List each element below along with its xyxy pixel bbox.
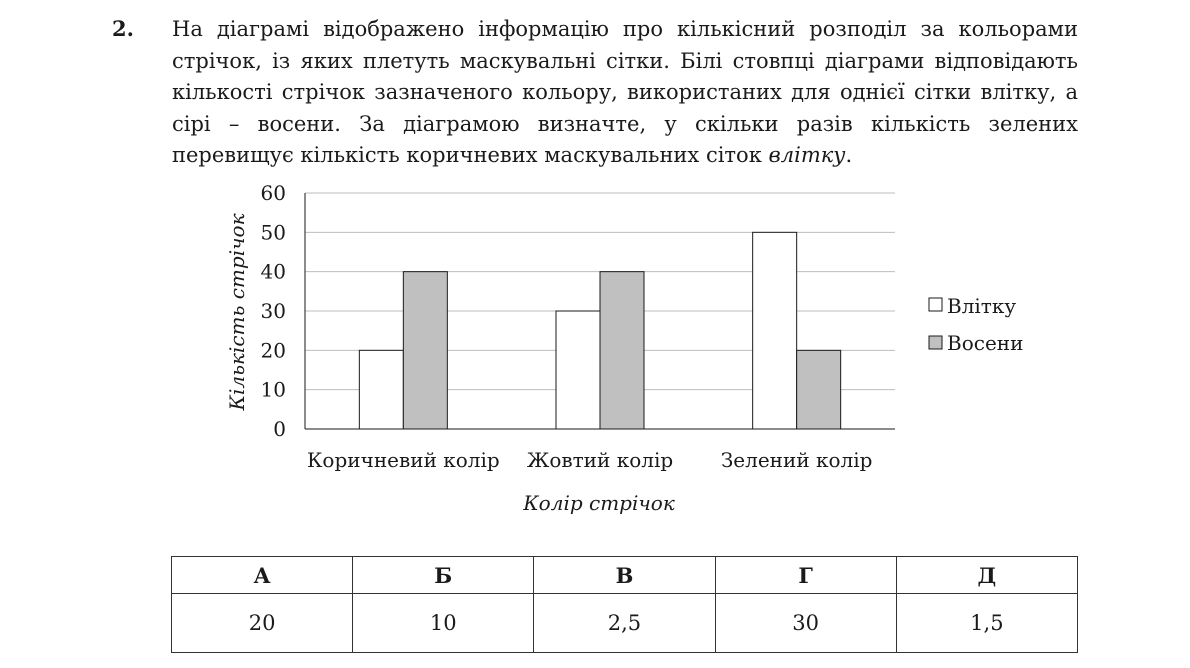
legend-swatch-summer — [929, 298, 942, 311]
bar-summer-3 — [753, 232, 797, 429]
question-body: На діаграмі відображено інформацію про кількісний розподіл за кольорами стрічок, із яких плетуть маскувальні сітки. Білі стовпці діаграми відповідають кількості стрічок зазначеного кольору, використаних для однієї сітки влітку, а сірі – восени. За діаграмою визначте, у скільки разів кількість зелених перевищує кількість коричневих маскувальних сіток — [172, 17, 1078, 167]
x-tick-label: Коричневий колір — [306, 448, 500, 472]
answer-letter-a[interactable]: А — [172, 557, 353, 594]
x-tick-label: Жовтий колір — [526, 448, 674, 472]
answer-letter-d[interactable]: Д — [896, 557, 1077, 594]
question-emphasis: влітку — [768, 143, 846, 167]
x-axis-label: Колір стрічок — [523, 491, 675, 515]
bar-autumn-1 — [403, 272, 447, 429]
chart-bars — [359, 232, 840, 429]
answer-value-b[interactable]: 10 — [353, 594, 534, 653]
answer-letter-h[interactable]: Г — [715, 557, 896, 594]
question-number: 2. — [112, 16, 134, 41]
legend-swatch-autumn — [929, 336, 942, 349]
y-tick-label: 10 — [260, 377, 286, 402]
bar-summer-1 — [359, 350, 403, 429]
answer-options-table — [171, 556, 1078, 653]
y-tick-label: 50 — [260, 220, 286, 245]
legend — [929, 294, 1023, 355]
y-tick-label: 60 — [260, 181, 286, 205]
y-tick-label: 0 — [273, 417, 286, 441]
answer-letter-b[interactable]: Б — [353, 557, 534, 594]
answer-value-h[interactable]: 30 — [715, 594, 896, 653]
answer-headers-row — [172, 557, 1078, 594]
y-tick-label: 20 — [260, 338, 286, 363]
bar-summer-2 — [556, 311, 600, 429]
question-ending: . — [845, 143, 853, 167]
legend-label-summer: Влітку — [947, 294, 1017, 318]
bar-autumn-3 — [797, 350, 841, 429]
answer-value-d[interactable]: 1,5 — [896, 594, 1077, 653]
bar-autumn-2 — [600, 272, 644, 429]
y-tick-label: 30 — [260, 299, 286, 323]
legend-label-autumn: Восени — [947, 331, 1024, 355]
x-tick-labels — [307, 448, 873, 472]
y-axis-label: Кількість стрічок — [225, 213, 249, 411]
x-tick-label: Зелений колір — [720, 448, 873, 472]
y-tick-labels — [261, 181, 286, 441]
answer-values-row — [172, 594, 1078, 653]
answer-value-a[interactable]: 20 — [172, 594, 353, 653]
answer-value-v[interactable]: 2,5 — [534, 594, 715, 653]
y-tick-label: 40 — [260, 259, 286, 284]
answer-letter-v[interactable]: В — [534, 557, 715, 594]
